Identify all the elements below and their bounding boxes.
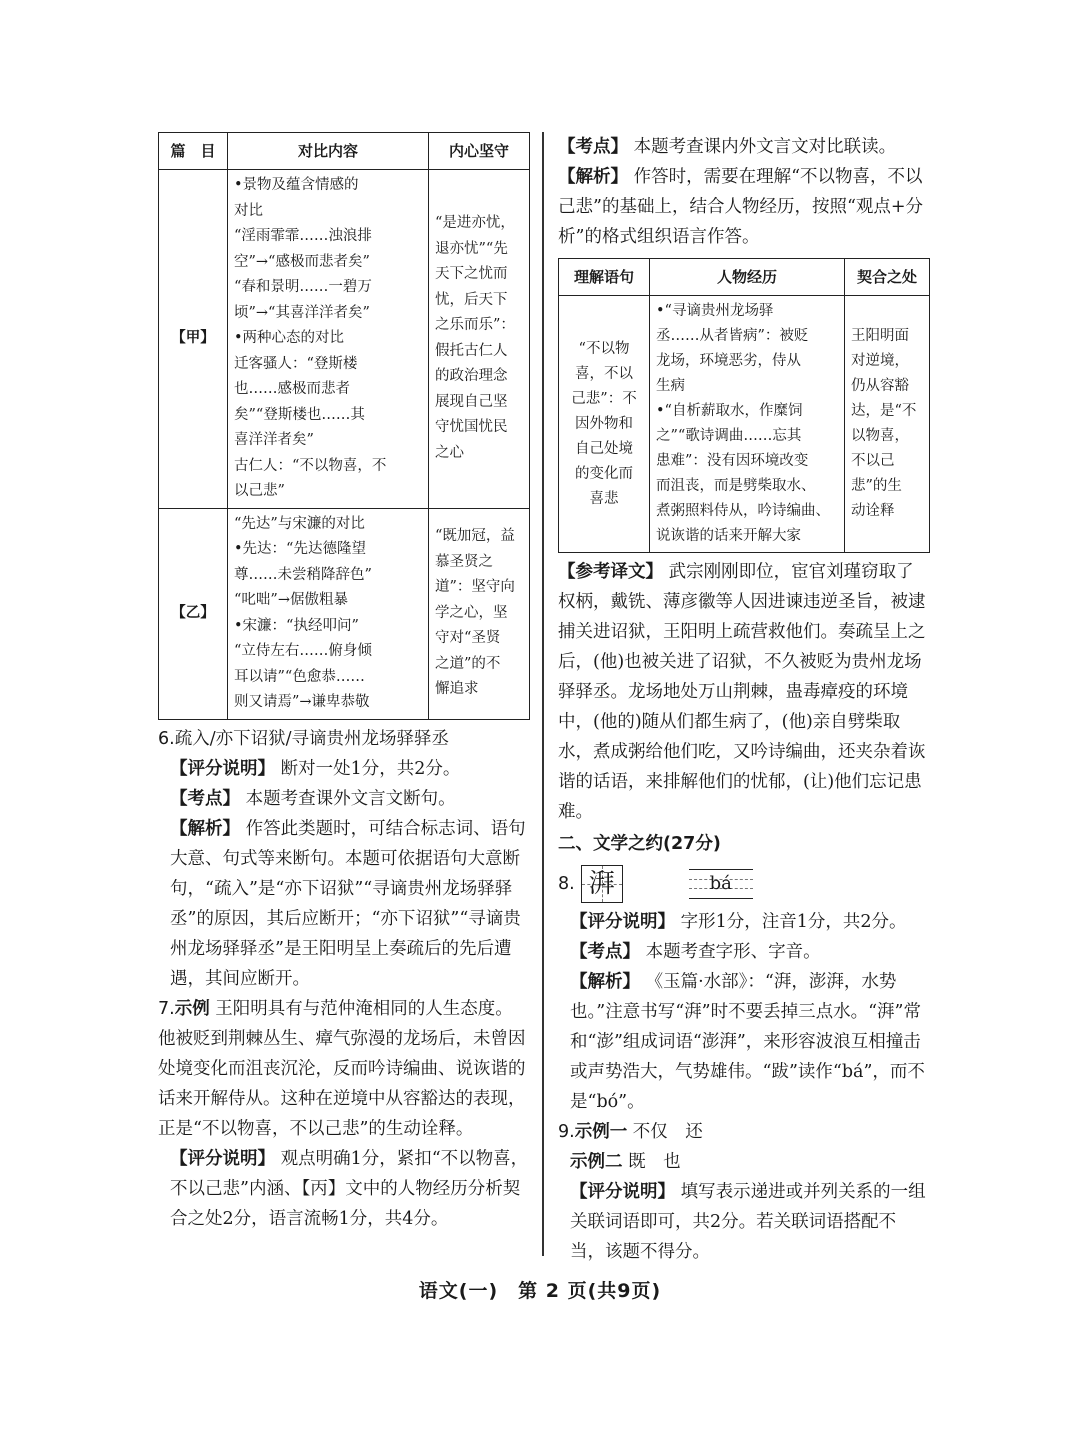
analysis-tag: 【解析】: [570, 972, 640, 992]
cell-line: “是进亦忧，: [435, 215, 515, 232]
question-9: [558, 1117, 930, 1267]
table-row: [559, 296, 930, 553]
cell-line: 动诠释: [851, 503, 895, 519]
point-text: 本题考查课内外文言文对比联读。: [633, 137, 897, 157]
answer-pinyin: bá: [709, 873, 732, 894]
cell-line: 龙场，环境恶劣，侍从: [656, 353, 801, 369]
cell-line: •先达：“先达德隆望: [234, 541, 366, 557]
analysis-text: 作答时，需要在理解“不以物喜，不以己悲”的基础上，结合人物经历，按照“观点+分析”的格式组织语言作答。: [558, 167, 924, 247]
cell-line: 矣”“登斯楼也……其: [234, 406, 365, 423]
character-grid-box: [581, 865, 623, 903]
cell-line: •“寻谪贵州龙场驿: [656, 303, 774, 319]
score-text: 断对一处1分，共2分。: [280, 758, 461, 779]
cell-line: 喜洋洋者矣”: [234, 432, 314, 448]
q6-answer-line: [158, 724, 530, 754]
left-column: [158, 132, 530, 1234]
q8-analysis: [558, 967, 930, 1117]
comparison-table: [158, 132, 530, 720]
q9-example-1: [558, 1117, 930, 1147]
cell-line: 古仁人：“不以物喜，不: [234, 457, 387, 474]
cell-line: •景物及蕴含情感的: [234, 177, 359, 193]
cell-line: 而沮丧，而是劈柴取水、: [656, 478, 816, 494]
example-text: 不仅 还: [632, 1122, 703, 1142]
row-label: 【甲】: [159, 170, 228, 509]
cell-line: 则又请焉”→谦卑恭敬: [234, 694, 370, 710]
q6-score: [158, 754, 530, 784]
cell-line: 尊……未尝稍降辞色”: [234, 566, 372, 583]
cell-line: 因外物和: [575, 415, 633, 432]
cell-line: 守忧国忧民: [435, 419, 508, 436]
cell-line: 之乐而乐”：: [435, 317, 515, 334]
table-header-row: [159, 133, 530, 170]
score-tag: 【评分说明】: [170, 1148, 275, 1169]
translation-text: 武宗刚刚即位，宦官刘瑾窃取了权柄，戴铣、薄彦徽等人因进谏违逆圣旨，被逮捕关进诏狱，王阳明上疏营救他们。奏疏呈上之后，(他)也被关进了诏狱，不久被贬为贵州龙场驿驿丞。龙场地处万山荆棘，蛊毒瘴疫的环境中，(他的)随从们都生病了，(他)亲自劈柴取水，煮成粥给他们吃，又吟诗编曲，还夹杂着诙谐的话语，来排解他们的忧郁，(让)他们忘记患难。: [558, 562, 926, 822]
understand-cell: [559, 296, 650, 553]
cell-line: 展现自己坚: [435, 393, 508, 410]
analysis-tag: 【解析】: [170, 818, 240, 839]
cell-line: 也……感极而悲者: [234, 381, 350, 397]
point-text: 本题考查课外文言文断句。: [245, 788, 456, 809]
contrast-content-cell: [228, 508, 429, 719]
q9-example-2: [558, 1147, 930, 1177]
pinyin-lines: [689, 869, 753, 899]
cell-line: 顷”→“其喜洋洋者矣”: [234, 304, 370, 321]
cell-line: 以己悲”: [234, 483, 285, 499]
cell-line: 天下之忧而: [435, 266, 508, 283]
cell-line: 达，是“不: [851, 403, 917, 419]
cell-line: “先达”与宋濂的对比: [234, 515, 365, 532]
table-header-cell: 人物经历: [650, 259, 845, 296]
cell-line: 以物喜，: [851, 428, 909, 444]
page-footer: 语文(一) 第 2 页(共9页): [418, 1280, 662, 1302]
contrast-content-cell: [228, 170, 429, 509]
score-text: 填写表示递进或并列关系的一组关联词语即可，共2分。若关联词语搭配不当，该题不得分。: [570, 1182, 926, 1262]
cell-line: “叱咄”→倨傲粗暴: [234, 592, 348, 608]
q6-point: [158, 784, 530, 814]
section-title: 二、文学之约(27分): [558, 834, 721, 854]
cell-line: 自己处境: [575, 440, 633, 457]
table-row: [159, 170, 530, 509]
inner-keep-cell: [429, 508, 530, 719]
point-tag: 【考点】: [558, 137, 628, 157]
cell-line: 耳以请”“色愈恭……: [234, 668, 365, 685]
question-8: [558, 861, 930, 1117]
score-tag: 【评分说明】: [570, 912, 675, 932]
table-header-cell: 篇 目: [159, 133, 228, 170]
cell-line: 喜悲: [589, 490, 619, 507]
cell-line: 对比: [234, 202, 263, 219]
table-header-cell: 理解语句: [559, 259, 650, 296]
cell-line: 煮粥照料侍从，吟诗编曲、: [656, 503, 830, 519]
right-column: [558, 132, 930, 1267]
cell-line: 患难”：没有因环境改变: [656, 453, 809, 469]
point-tag: 【考点】: [170, 788, 240, 809]
cell-line: 迁客骚人：“登斯楼: [234, 355, 358, 372]
cell-line: •宋濂：“执经叩问”: [234, 617, 359, 634]
cell-line: 慕圣贤之: [435, 553, 493, 570]
translation-tag: 【参考译文】: [558, 562, 663, 582]
table-header-row: [559, 259, 930, 296]
cell-line: 假托古仁人: [435, 342, 508, 359]
match-cell: [845, 296, 930, 553]
inner-keep-cell: [429, 170, 530, 509]
q7-answer: [158, 994, 530, 1144]
cell-line: 之道”的不: [435, 655, 501, 672]
analysis-text: 作答此类题时，可结合标志词、语句大意、句式等来断句。本题可依据语句大意断句，“疏入”是“亦下诏狱”“寻谪贵州龙场驿驿丞”的原因，其后应断开；“亦下诏狱”“寻谪贵州龙场驿驿丞”是王阳明呈上奏疏后的先后遭遇，其间应断开。: [170, 818, 526, 989]
cell-line: 对逆境，: [851, 353, 909, 369]
column-divider: [542, 132, 544, 1256]
cell-line: 懈追求: [435, 681, 479, 698]
table-header-cell: 内心坚守: [429, 133, 530, 170]
example-tag: 示例: [174, 998, 210, 1019]
q6-answer: 疏入/亦下诏狱/寻谪贵州龙场驿驿丞: [174, 728, 449, 749]
cell-line: 喜，不以: [575, 365, 633, 382]
cell-line: “春和景明……一碧万: [234, 279, 372, 295]
q8-answer-row: [558, 861, 930, 907]
cell-line: •“自析薪取水，作糜饲: [656, 403, 803, 419]
reference-translation: [558, 557, 930, 827]
q5-analysis: [558, 162, 930, 252]
question-number: 8.: [558, 874, 575, 894]
question-number: 6.: [158, 728, 175, 749]
q8-point: [558, 937, 930, 967]
example-tag: 示例二: [570, 1152, 623, 1172]
cell-line: “不以物: [578, 340, 630, 357]
answer-character: 湃: [588, 869, 615, 899]
cell-line: 守对“圣贤: [435, 630, 501, 647]
question-6: [158, 724, 530, 994]
q5-point: [558, 132, 930, 162]
example-tag: 示例一: [574, 1122, 628, 1142]
cell-line: 说诙谐的话来开解大家: [656, 528, 801, 544]
q9-score: [558, 1177, 930, 1267]
cell-line: 丞……从者皆病”：被贬: [656, 328, 809, 344]
point-tag: 【考点】: [570, 942, 640, 962]
cell-line: 的变化而: [575, 465, 633, 482]
cell-line: 生病: [656, 378, 685, 394]
cell-line: 仍从容豁: [851, 378, 909, 394]
cell-line: 王阳明面: [851, 328, 909, 344]
cell-line: 之”“歌诗调曲……忘其: [656, 428, 802, 444]
row-label: 【乙】: [159, 508, 228, 719]
score-text: 观点明确1分，紧扣“不以物喜，不以己悲”内涵、【丙】文中的人物经历分析契合之处2分，语言流畅1分，共4分。: [170, 1148, 529, 1229]
q8-score: [558, 907, 930, 937]
cell-line: 的政治理念: [435, 368, 508, 385]
cell-line: “淫雨霏霏……浊浪排: [234, 228, 372, 244]
analysis-text: 《玉篇·水部》：“湃，澎湃，水势也。”注意书写“湃”时不要丢掉三点水。“湃”常和“澎”组成词语“澎湃”，来形容波浪互相撞击或声势浩大，气势雄伟。“跋”读作“bá”，而不是“bó”。: [570, 972, 925, 1112]
question-number: 9.: [558, 1122, 575, 1142]
cell-line: 不以己: [851, 453, 895, 469]
table-header-cell: 对比内容: [228, 133, 429, 170]
question-7: [158, 994, 530, 1234]
cell-line: 学之心，坚: [435, 604, 508, 621]
cell-line: •两种心态的对比: [234, 330, 345, 346]
analysis-tag: 【解析】: [558, 167, 628, 187]
table-header-cell: 契合之处: [845, 259, 930, 296]
cell-line: 忧，后天下: [435, 291, 508, 308]
cell-line: 之心: [435, 444, 464, 461]
cell-line: 悲”的生: [851, 478, 902, 494]
q7-score: [158, 1144, 530, 1234]
cell-line: 退亦忧”“先: [435, 240, 508, 257]
point-text: 本题考查字形、字音。: [645, 942, 821, 962]
score-tag: 【评分说明】: [170, 758, 275, 779]
answer-text: 王阳明具有与范仲淹相同的人生态度。他被贬到荆棘丛生、瘴气弥漫的龙场后，未曾因处境变化而沮丧沉沦，反而吟诗编曲、说诙谐的话来开解侍从。这种在逆境中从容豁达的表现，正是“不以物喜，不以己悲”的生动诠释。: [158, 998, 526, 1139]
question-number: 7.: [158, 998, 175, 1019]
example-text: 既 也: [628, 1152, 681, 1172]
answer-table: [558, 258, 930, 553]
cell-line: 空”→“感极而悲者矣”: [234, 253, 370, 270]
cell-line: “立侍左右……俯身倾: [234, 643, 372, 659]
cell-line: 道”：坚守向: [435, 579, 515, 596]
cell-line: 己悲”：不: [571, 390, 637, 407]
score-text: 字形1分，注音1分，共2分。: [680, 912, 907, 932]
score-tag: 【评分说明】: [570, 1182, 675, 1202]
q6-analysis: [158, 814, 530, 994]
experience-cell: [650, 296, 845, 553]
cell-line: “既加冠，益: [435, 528, 515, 545]
table-row: [159, 508, 530, 719]
